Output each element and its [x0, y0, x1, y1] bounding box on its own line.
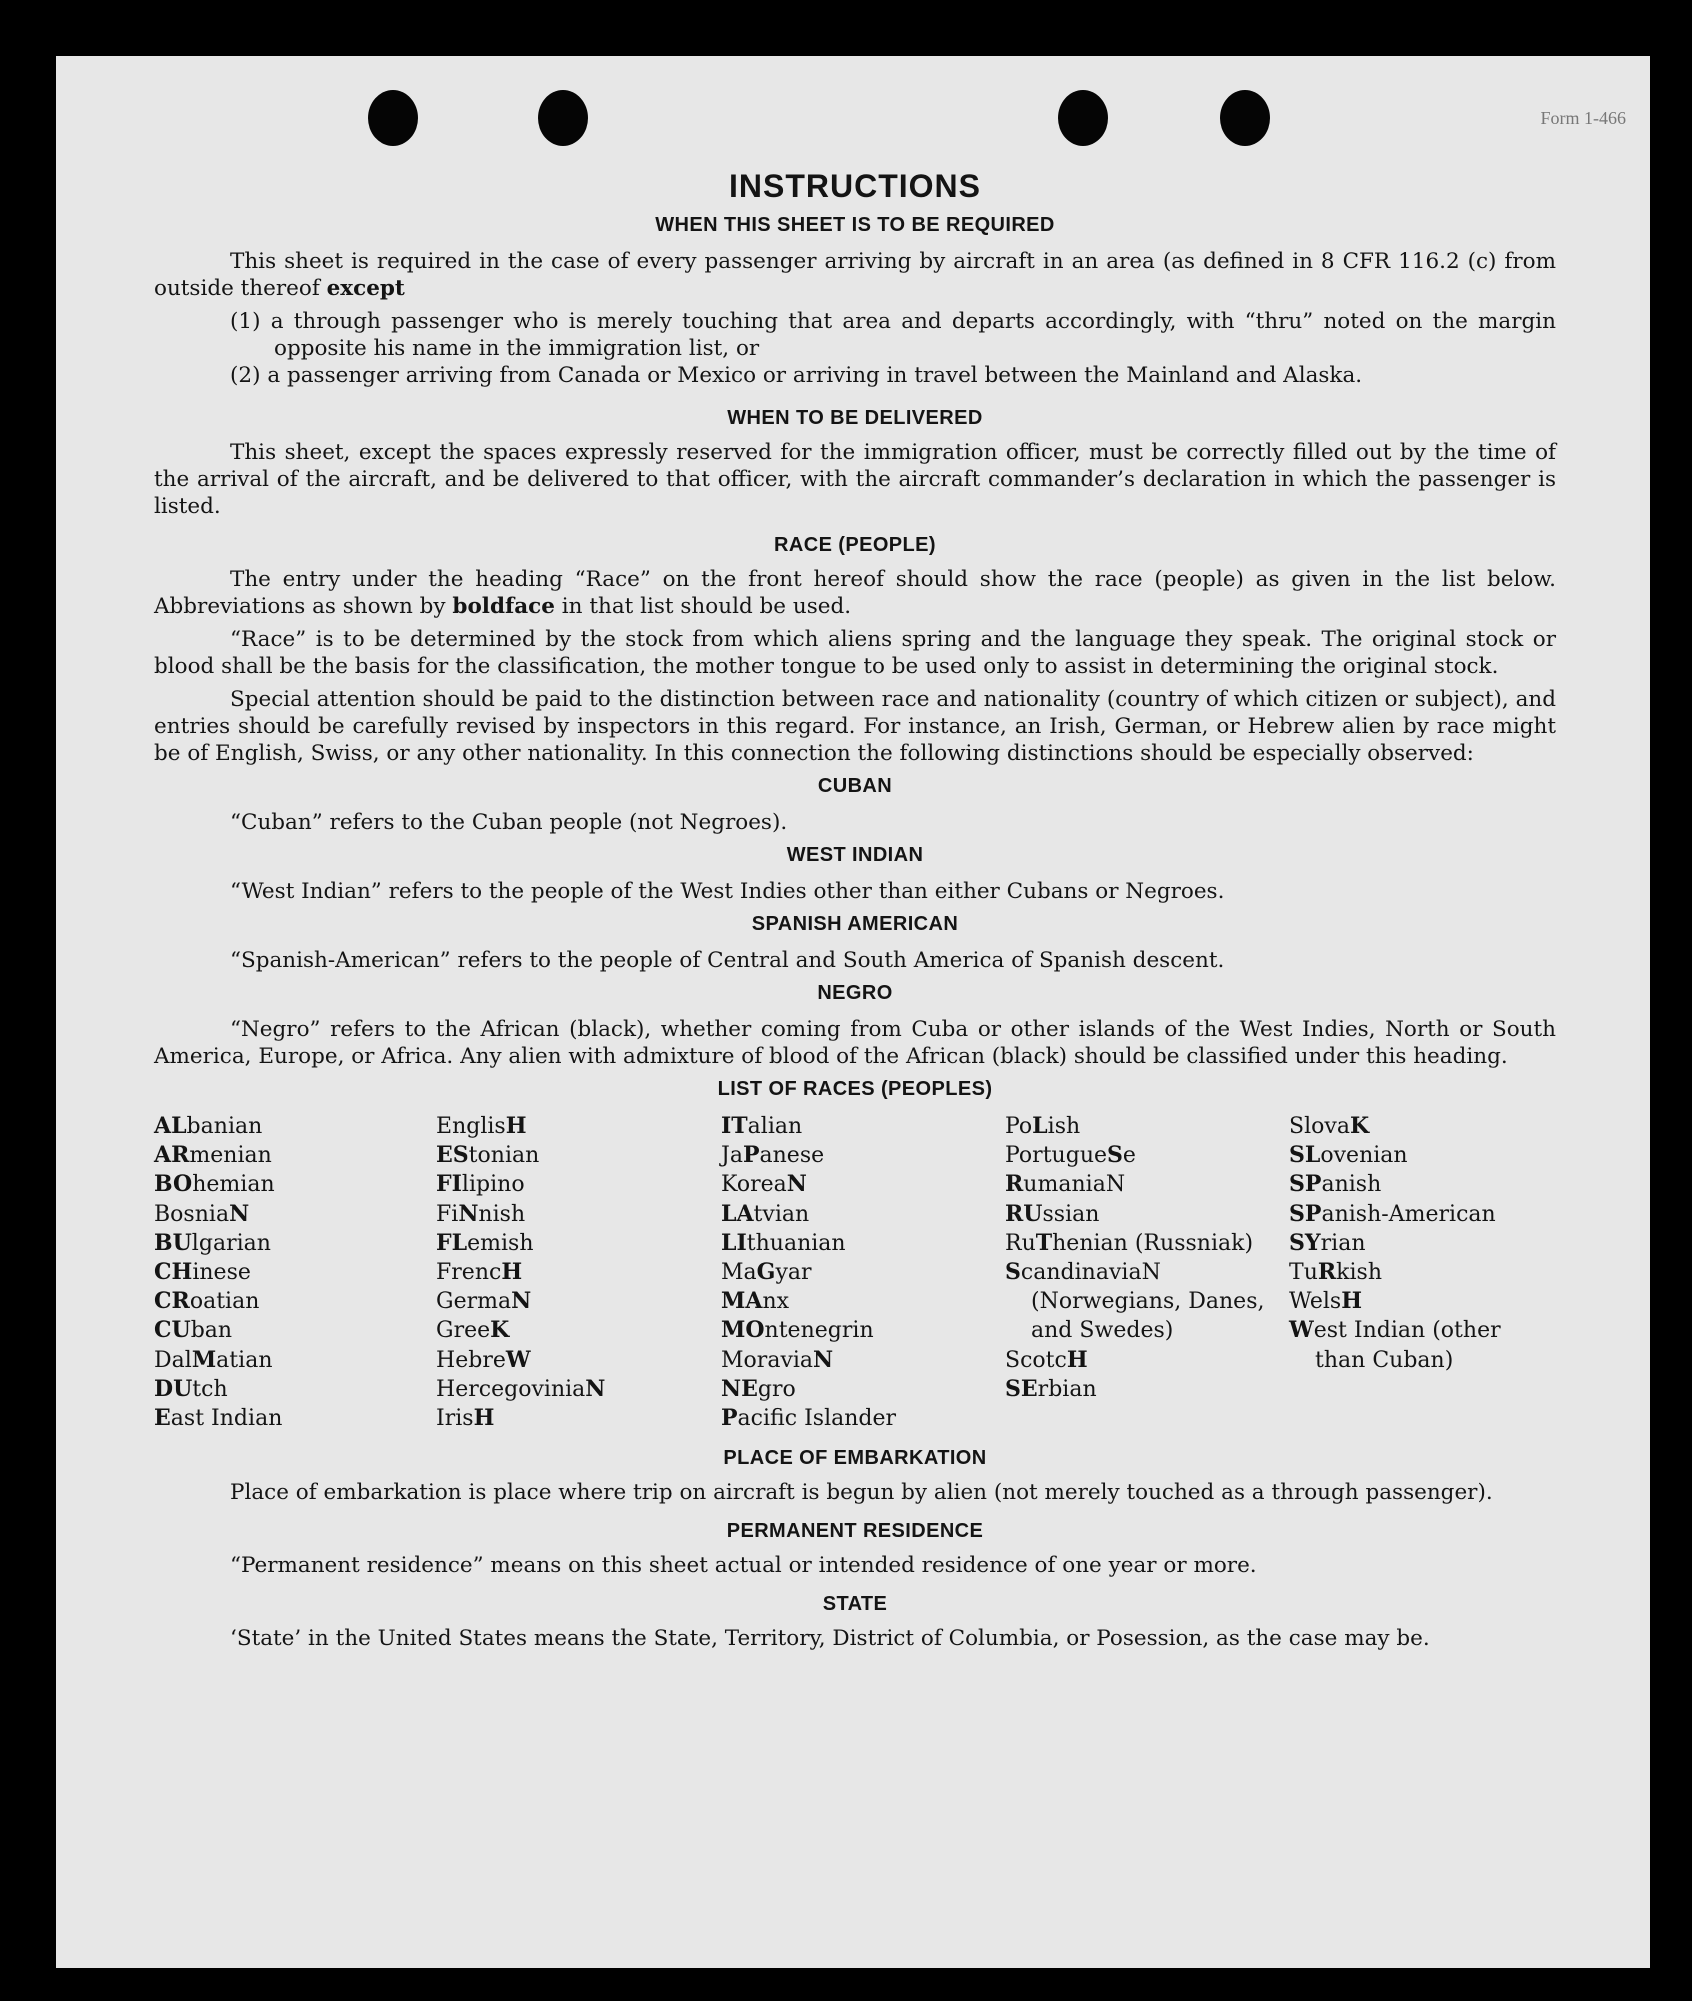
race-item: SPanish-American — [1289, 1200, 1496, 1227]
race-item: ITalian — [721, 1113, 803, 1139]
race-item: WelsH — [1289, 1288, 1362, 1315]
race-item: MOntenegrin — [721, 1317, 874, 1344]
race-item: RumaniaN — [1005, 1171, 1126, 1198]
race-item: JaPanese — [721, 1142, 825, 1169]
heading-permanent-residence: PERMANENT RESIDENCE — [726, 1520, 984, 1543]
race-item: BosniaN — [154, 1200, 250, 1227]
heading-west-indian: WEST INDIAN — [786, 844, 924, 866]
race-column — [1289, 1112, 1549, 1433]
cuban-definition: “Cuban” refers to the Cuban people (not Negroes). — [230, 810, 788, 835]
race-item: CUban — [154, 1317, 233, 1344]
exception-item-2: (2) a passenger arriving from Canada or Mexico or arriving in travel between the Mainland and Alaska. — [230, 363, 1363, 388]
race-item: GreeK — [436, 1317, 510, 1344]
section-heading-delivered: WHEN TO BE DELIVERED — [727, 407, 983, 429]
race-item: FIlipino — [436, 1171, 525, 1198]
race-item: PoLish — [1005, 1113, 1081, 1139]
race-item: ARmenian — [154, 1142, 272, 1169]
negro-definition: “Negro” refers to the African (black), whether coming from Cuba or other islands of the West Indies, North or South America, Europe, or Africa. Any alien with admixture of blood of the African (black) should be classified under this heading. — [154, 1017, 1556, 1069]
race-column — [1005, 1112, 1289, 1433]
section-heading-required: WHEN THIS SHEET IS TO BE REQUIRED — [655, 214, 1055, 236]
race-item: SPanish — [1289, 1171, 1382, 1198]
race-column — [154, 1112, 436, 1433]
race-item: LAtvian — [721, 1200, 810, 1227]
instructions-body — [154, 166, 1556, 1658]
delivered-text: This sheet, except the spaces expressly reserved for the immigration officer, must be correctly filled out by the time of the arrival of the aircraft, and be delivered to that officer, with the aircraft commander’s declaration in which the passenger is listed. — [154, 440, 1556, 519]
west-indian-definition: “West Indian” refers to the people of the West Indies other than either Cubans or Negroes. — [230, 879, 1225, 904]
race-item: BOhemian — [154, 1171, 275, 1198]
heading-state: STATE — [822, 1593, 888, 1616]
race-item: TuRkish — [1289, 1259, 1383, 1286]
race-item: BUlgarian — [154, 1229, 271, 1256]
race-item: SErbian — [1005, 1375, 1097, 1402]
race-item: CRoatian — [154, 1288, 260, 1315]
race-item: FiNnish — [436, 1200, 526, 1227]
heading-negro: NEGRO — [817, 982, 893, 1004]
race-item: SLovenian — [1289, 1142, 1408, 1169]
heading-spanish-american: SPANISH AMERICAN — [751, 913, 959, 935]
punch-hole-1 — [368, 90, 418, 146]
race-item: SYrian — [1289, 1229, 1366, 1256]
race-item: LIthuanian — [721, 1229, 846, 1256]
heading-list-of-races: LIST OF RACES (PEOPLES) — [717, 1078, 993, 1100]
race-item: West Indian (other than Cuban) — [1289, 1317, 1501, 1373]
race-item: MoraviaN — [721, 1346, 834, 1373]
race-item: ALbanian — [154, 1113, 263, 1139]
heading-place-of-embarkation: PLACE OF EMBARKATION — [723, 1447, 987, 1470]
race-item: DUtch — [154, 1375, 228, 1402]
required-intro: This sheet is required in the case of every passenger arriving by aircraft in an area (as defined in 8 CFR 116.2 (c) from outside thereof except — [154, 249, 1556, 301]
punch-hole-2 — [538, 90, 588, 146]
race-item: DalMatian — [154, 1346, 273, 1373]
race-item: Pacifc Islander — [721, 1405, 897, 1432]
punch-hole-3 — [1058, 90, 1108, 146]
race-item: PortugueSe — [1005, 1142, 1136, 1169]
section-heading-race: RACE (PEOPLE) — [774, 534, 936, 556]
race-item: MAnx — [721, 1288, 790, 1315]
race-item: HercegoviniaN — [436, 1375, 606, 1402]
race-item: EStonian — [436, 1142, 540, 1169]
race-column — [436, 1112, 721, 1433]
race-item: RUssian — [1005, 1200, 1100, 1227]
race-item: IrisH — [436, 1405, 495, 1432]
race-paragraph-2: “Race” is to be determined by the stock from which aliens spring and the language they speak. The original stock or blood shall be the basis for the classification, the mother tongue to be used only to assist in determining the original stock. — [154, 627, 1556, 679]
exception-item-1: (1) a through passenger who is merely touching that area and departs accordingly, with “thru” noted on the margin opposite his name in the immigration list, or — [230, 309, 1556, 361]
race-column — [721, 1112, 1005, 1433]
race-item: East Indian — [154, 1405, 283, 1432]
race-item: KoreaN — [721, 1171, 807, 1198]
residence-text: “Permanent residence” means on this sheet actual or intended residence of one year or more. — [230, 1553, 1257, 1579]
embarkation-text: Place of embarkation is place where trip on aircraft is begun by alien (not merely touched as a through passenger). — [230, 1480, 1493, 1506]
race-item: ScandinaviaN (Norwegians, Danes, and Swedes) — [1005, 1259, 1265, 1344]
document-page — [56, 56, 1650, 1968]
race-paragraph-1: The entry under the heading “Race” on the front hereof should show the race (people) as given in the list below. Abbreviations as shown by boldface in that list should be used. — [154, 567, 1556, 619]
race-item: CHinese — [154, 1259, 251, 1286]
heading-cuban: CUBAN — [817, 775, 893, 797]
race-item: ScotcH — [1005, 1346, 1088, 1373]
race-item: GermaN — [436, 1288, 532, 1315]
race-item: HebreW — [436, 1346, 531, 1373]
race-item: FrencH — [436, 1259, 523, 1286]
state-text: ‘State’ in the United States means the State, Territory, District of Columbia, or Posession, as the case may be. — [230, 1626, 1430, 1652]
race-paragraph-3: Special attention should be paid to the distinction between race and nationality (country of which citizen or subject), and entries should be carefully revised by inspectors in this regard. For instance, an Irish, German, or Hebrew alien by race might be of English, Swiss, or any other nationality. In this connection the following distinctions should be especially observed: — [154, 687, 1556, 766]
race-item: RuThenian (Russniak) — [1005, 1229, 1254, 1256]
races-table — [154, 1112, 1556, 1433]
form-number: Form 1-466 — [1540, 108, 1626, 128]
page-title: INSTRUCTIONS — [729, 168, 981, 204]
punch-hole-4 — [1220, 90, 1270, 146]
race-item: SlovaK — [1289, 1113, 1370, 1139]
race-item: MaGyar — [721, 1259, 812, 1286]
race-item: NEgro — [721, 1375, 796, 1402]
race-item: EnglisH — [436, 1113, 527, 1139]
spanish-american-definition: “Spanish-American” refers to the people of Central and South America of Spanish descent. — [230, 948, 1225, 973]
race-item: FLemish — [436, 1229, 534, 1256]
